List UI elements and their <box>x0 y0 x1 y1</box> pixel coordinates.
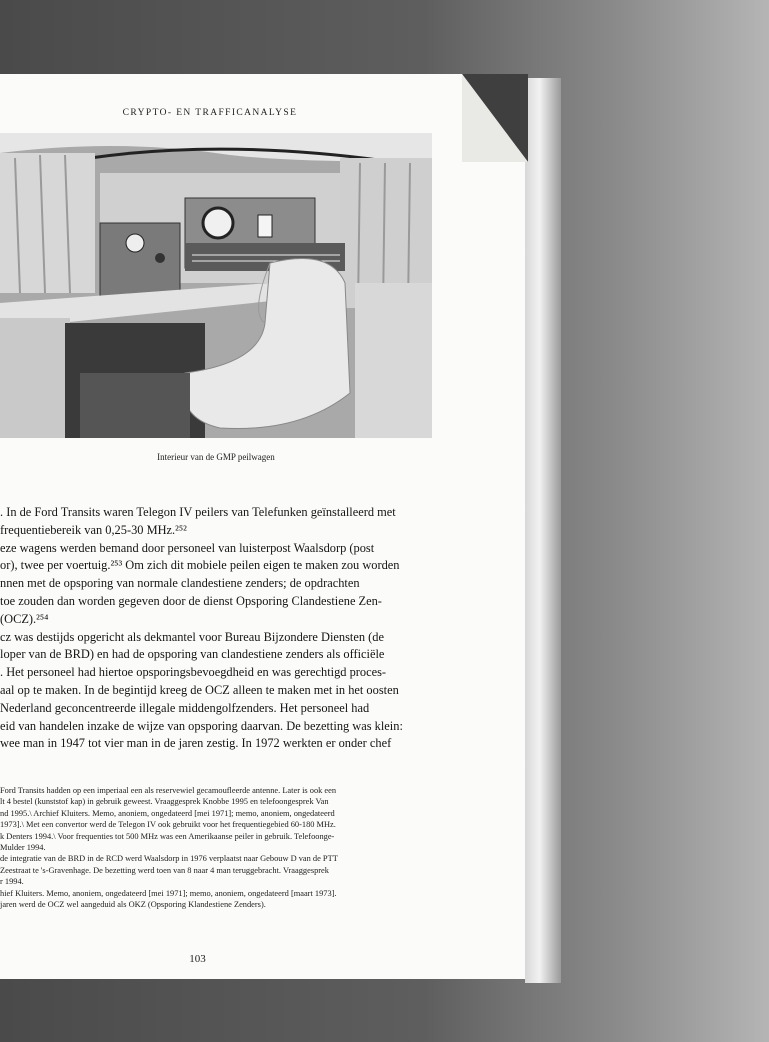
page-number: 103 <box>189 953 206 965</box>
body-line: Nederland geconcentreerde illegale middengolfzenders. Het personeel had <box>0 700 370 715</box>
footnotes <box>0 785 428 910</box>
running-head: CRYPTO- EN TRAFFICANALYSE <box>122 108 298 118</box>
footnote-line: Ford Transits hadden op een imperiaal een als reservewiel gecamoufleerde antenne. Later is ook een <box>0 786 337 795</box>
footnote-line: Mulder 1994. <box>0 843 46 853</box>
footnote-line: r 1994. <box>0 877 24 887</box>
footnote-line: lt 4 bestel (kunststof kap) in gebruik geweest. Vraaggesprek Knobbe 1995 en telefoongesprek Van <box>0 797 329 807</box>
figure-caption: Interieur van de GMP peilwagen <box>157 452 275 462</box>
body-line: eid van handelen inzake de wijze van opsporing daarvan. De bezetting was klein: <box>0 718 403 733</box>
footnote-line: de integratie van de BRD in de RCD werd Waalsdorp in 1976 verplaatst naar Gebouw D van de PTT <box>0 854 338 864</box>
folded-corner <box>462 74 528 162</box>
body-line: cz was destijds opgericht als dekmantel voor Bureau Bijzondere Diensten (de <box>0 629 384 644</box>
body-text <box>0 504 430 753</box>
footnote-line: nd 1995.\ Archief Kluiters. Memo, anoniem, ongedateerd [mei 1971]; memo, anoniem, ongedateerd <box>0 808 335 818</box>
body-line: . In de Ford Transits waren Telegon IV peilers van Telefunken geïnstalleerd met <box>0 505 396 519</box>
body-line: . Het personeel had hiertoe opsporingsbevoegdheid en was gerechtigd proces- <box>0 665 387 680</box>
body-line: nnen met de opsporing van normale clandestiene zenders; de opdrachten <box>0 576 360 591</box>
footnote-line: k Denters 1994.\ Voor frequenties tot 500 MHz was een Amerikaanse peiler in gebruik. Telefoonge- <box>0 831 335 841</box>
footnote-line: 1973].\ Met een convertor werd de Telegon IV ook gebruikt voor het frequentiegebied 60-180 MHz. <box>0 820 336 830</box>
body-line: (OCZ).²⁵⁴ <box>0 611 49 626</box>
body-line: toe zouden dan worden gegeven door de dienst Opsporing Clandestiene Zen- <box>0 593 382 608</box>
body-line: aal op te maken. In de begintijd kreeg de OCZ alleen te maken met in het oosten <box>0 682 399 697</box>
body-line: frequentiebereik van 0,25-30 MHz.²⁵² <box>0 522 187 537</box>
body-line: or), twee per voertuig.²⁵³ Om zich dit mobiele peilen eigen te maken zou worden <box>0 558 400 573</box>
body-line: loper van de BRD) en had de opsporing van clandestiene zenders als officiële <box>0 647 385 662</box>
body-line: wee man in 1947 tot vier man in de jaren zestig. In 1972 werkten er onder chef <box>0 736 392 751</box>
page-edge <box>525 78 561 983</box>
body-line: eze wagens werden bemand door personeel van luisterpost Waalsdorp (post <box>0 540 375 555</box>
footnote-line: jaren werd de OCZ wel aangeduid als OKZ (Opsporing Klandestiene Zenders). <box>0 900 266 910</box>
footnote-line: Zeestraat te 's-Gravenhage. De bezetting werd toen van 8 naar 4 man teruggebracht. Vraaggesprek <box>0 865 329 875</box>
figure-photo <box>0 133 432 438</box>
peilwagen-interior-illustration <box>0 133 432 438</box>
footnote-line: hief Kluiters. Memo, anoniem, ongedateerd [mei 1971]; memo, anoniem, ongedateerd [maart 1973]. <box>0 888 337 898</box>
